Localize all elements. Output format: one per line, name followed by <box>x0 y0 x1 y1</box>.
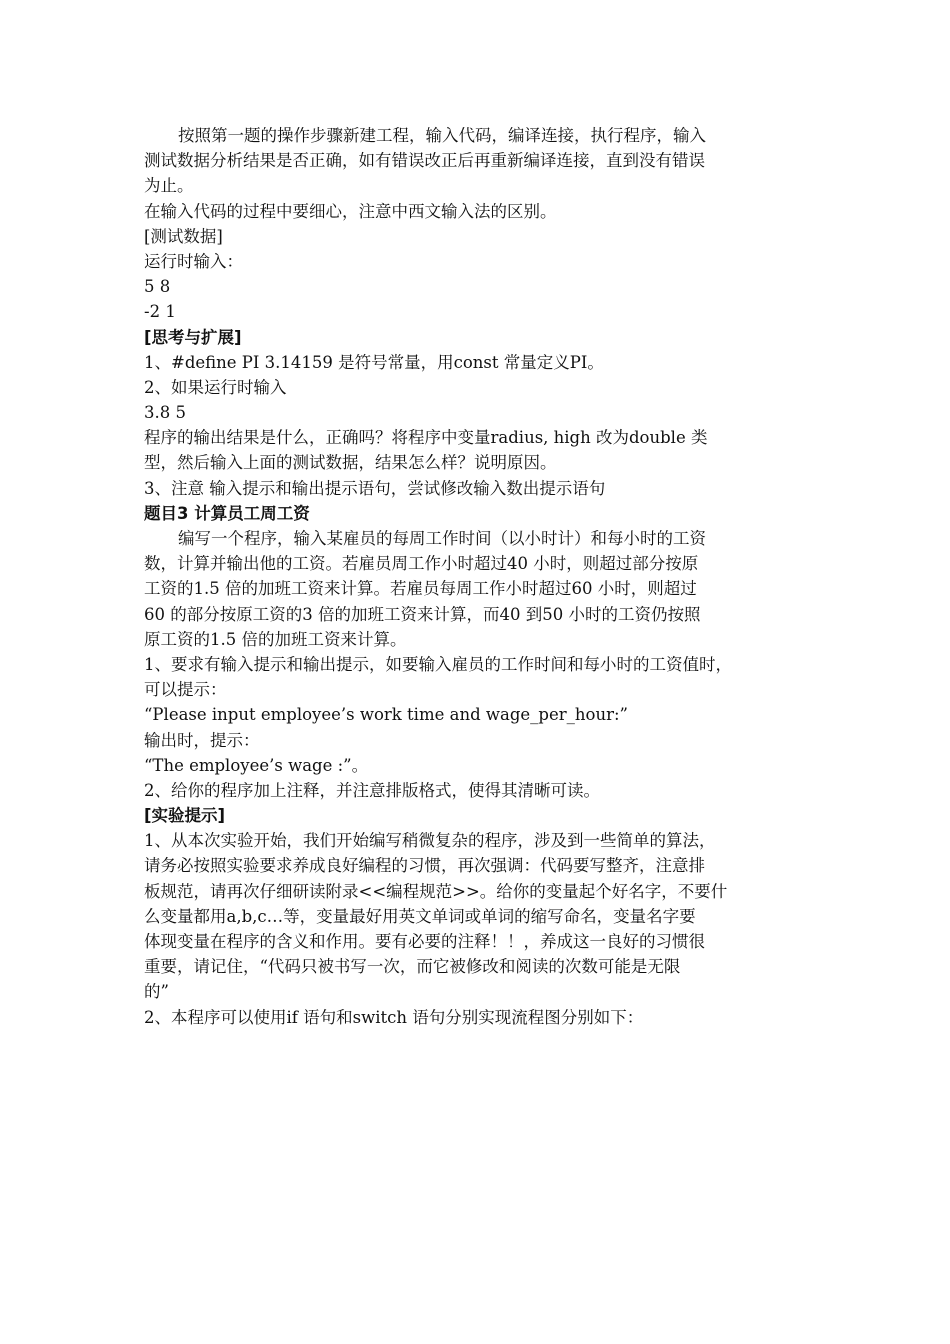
section-heading: [思考与扩展] <box>144 327 242 347</box>
text-line: 板规范，请再次仔细研读附录<<编程规范>>。给你的变量起个好名字，不要什 <box>144 881 728 901</box>
text-line: 为止。 <box>144 176 194 196</box>
section-heading: [实验提示] <box>144 806 226 826</box>
text-line: 3、注意 输入提示和输出提示语句，尝试修改输入数出提示语句 <box>144 478 606 498</box>
section-heading: 题目3 计算员工周工资 <box>144 503 310 523</box>
text-line: 5 8 <box>144 277 171 297</box>
text-line: 按照第一题的操作步骤新建工程，输入代码，编译连接，执行程序，输入 <box>178 126 706 145</box>
text-line: 的” <box>144 982 169 1002</box>
text-line: 编写一个程序，输入某雇员的每周工作时间（以小时计）和每小时的工资 <box>178 529 706 548</box>
text-line: 3.8 5 <box>144 403 186 423</box>
text-line: 请务必按照实验要求养成良好编程的习惯，再次强调：代码要写整齐，注意排 <box>144 856 705 876</box>
text-line: 数，计算并输出他的工资。若雇员周工作小时超过40 小时，则超过部分按原 <box>144 554 699 574</box>
text-line: 原工资的1.5 倍的加班工资来计算。 <box>144 629 407 649</box>
text-line: 2、如果运行时输入 <box>144 377 287 397</box>
text-line: 测试数据分析结果是否正确，如有错误改正后再重新编译连接，直到没有错误 <box>144 151 705 171</box>
text-line: 1、#define PI 3.14159 是符号常量，用const 常量定义PI。 <box>144 352 604 372</box>
document-page <box>144 123 824 1030</box>
text-line: 可以提示： <box>144 680 227 700</box>
text-line: 体现变量在程序的含义和作用。要有必要的注释！！，养成这一良好的习惯很 <box>144 932 705 951</box>
text-line: 运行时输入： <box>144 251 243 271</box>
text-line: 重要，请记住，“代码只被书写一次，而它被修改和阅读的次数可能是无限 <box>144 957 681 977</box>
text-line: “The employee’s wage :”。 <box>144 755 369 775</box>
text-line: 2、给你的程序加上注释，并注意排版格式，使得其清晰可读。 <box>144 780 600 800</box>
text-line: 型，然后输入上面的测试数据，结果怎么样？说明原因。 <box>144 453 557 473</box>
text-line: 在输入代码的过程中要细心，注意中西文输入法的区别。 <box>144 201 557 221</box>
text-line: 工资的1.5 倍的加班工资来计算。若雇员每周工作小时超过60 小时，则超过 <box>144 579 697 599</box>
text-line: 程序的输出结果是什么，正确吗？将程序中变量radius, high 改为double 类 <box>144 428 708 448</box>
text-line: 输出时，提示： <box>144 730 260 750</box>
text-line: [测试数据] <box>144 226 223 246</box>
text-line: 1、从本次实验开始，我们开始编写稍微复杂的程序，涉及到一些简单的算法， <box>144 831 716 851</box>
text-line: 1、要求有输入提示和输出提示，如要输入雇员的工作时间和每小时的工资值时， <box>144 654 732 674</box>
text-line: “Please input employee’s work time and wage_per_hour:” <box>144 705 628 725</box>
text-line: 2、本程序可以使用if 语句和switch 语句分别实现流程图分别如下： <box>144 1007 644 1027</box>
text-line: 60 的部分按原工资的3 倍的加班工资来计算，而40 到50 小时的工资仍按照 <box>144 604 701 624</box>
text-line: 么变量都用a,b,c…等，变量最好用英文单词或单词的缩写命名，变量名字要 <box>144 906 696 926</box>
text-line: -2 1 <box>144 302 176 322</box>
